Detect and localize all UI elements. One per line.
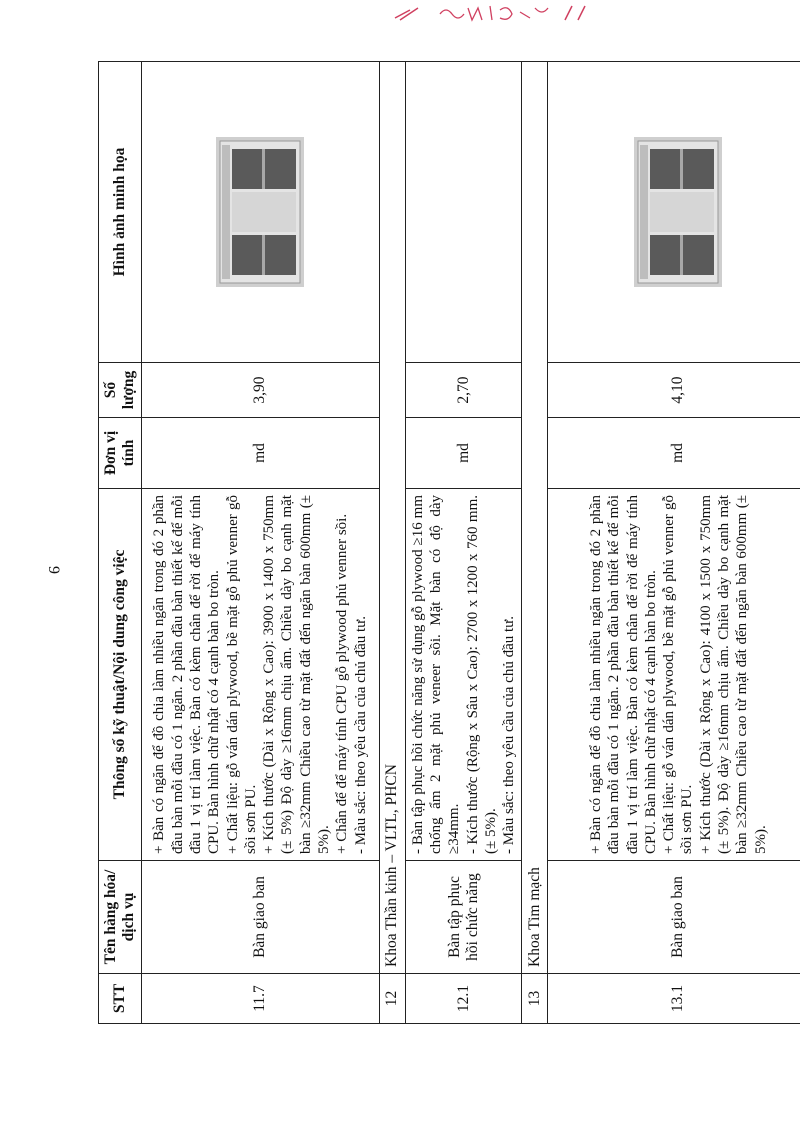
spec-line: + Bàn có ngăn để đồ chia làm nhiều ngăn trong đó 2 phần đầu bàn mỗi đầu có 1 ngăn. 2 phần đầu bàn thiết kế để mỗi đầu 1 vị trí làm việc. Bàn có kèm chân để rời để máy tính CPU. Bàn hình chữ nhật có 4 cạnh bàn bo tròn. xyxy=(151,495,223,854)
spec-line: + Kích thước (Dài x Rộng x Cao): 4100 x 1500 x 750mm (± 5%). Độ dày ≥16mm chịu ẩm. Chiều dày bo cạnh mặt bàn ≥32mm Chiều cao từ mặt đất đến ngăn bàn 600mm (± 5%). xyxy=(697,495,769,854)
spec-line: + Chất liệu: gỗ ván dán plywood, bề mặt gỗ phủ venner gỗ sồi sơn PU. xyxy=(224,495,259,854)
row-stt: 12.1 xyxy=(405,974,522,1024)
conference-table-photo xyxy=(216,137,304,287)
row-image-empty xyxy=(405,62,522,363)
row-unit: md xyxy=(141,418,379,489)
row-qty: 3,90 xyxy=(141,363,379,418)
header-name: Tên hàng hóa/ dịch vụ xyxy=(99,861,142,974)
spec-line: - Màu sắc: theo yêu cầu của chủ đầu tư. xyxy=(501,615,518,854)
header-stt: STT xyxy=(99,974,142,1024)
row-spec xyxy=(141,489,379,861)
section-stt: 12 xyxy=(379,974,405,1024)
section-row xyxy=(379,62,405,1024)
row-image xyxy=(141,62,379,363)
row-qty: 2,70 xyxy=(405,363,522,418)
section-title: Khoa Thần kinh – VLTL, PHCN xyxy=(379,62,405,974)
handwritten-marks xyxy=(380,0,640,30)
page-number: 9 xyxy=(45,566,62,574)
row-qty: 4,10 xyxy=(548,363,800,418)
row-spec xyxy=(548,489,800,861)
section-title: Khoa Tim mạch xyxy=(522,62,548,974)
table-header-row xyxy=(99,62,142,1024)
header-unit: Đơn vị tính xyxy=(99,418,142,489)
spec-line: + Bàn có ngăn để đồ chia làm nhiều ngăn trong đó 2 phần đầu bàn mỗi đầu có 1 ngăn. 2 phần đầu bàn thiết kế để mỗi đầu 1 vị trí làm việc. Bàn có kèm chân để rời để máy tính CPU. Bàn hình chữ nhật có 4 cạnh bàn bo tròn. xyxy=(587,495,659,854)
table-row xyxy=(548,62,800,1024)
row-unit: md xyxy=(548,418,800,489)
table-row xyxy=(405,62,522,1024)
spec-line: - Kích thước (Rộng x Sâu x Cao): 2700 x 1200 x 760 mm. (± 5%). xyxy=(464,495,499,854)
spec-line: + Kích thước (Dài x Rộng x Cao): 3900 x 1400 x 750mm (± 5%) Độ dày ≥16mm chịu ẩm. Chiều dày bo cạnh mặt bàn ≥32mm Chiều cao từ mặt đất đến ngăn bàn 600mm (± 5%). xyxy=(261,495,333,854)
spec-line: - Bàn tập phục hồi chức năng sử dụng gỗ plywood ≥16 mm chống ẩm 2 mặt phủ veneer sồi. Mặt bàn có độ dày ≥34mm. xyxy=(409,495,463,854)
row-image xyxy=(548,62,800,363)
section-row xyxy=(522,62,548,1024)
header-qty: Số lượng xyxy=(99,363,142,418)
row-name: Bàn giao ban xyxy=(548,861,800,974)
section-stt: 13 xyxy=(522,974,548,1024)
rotated-table-wrapper xyxy=(98,62,793,1024)
row-name: Bàn giao ban xyxy=(141,861,379,974)
header-image: Hình ảnh minh họa xyxy=(99,62,142,363)
spec-line: + Chất liệu: gỗ ván dán plywood, bề mặt gỗ phủ venner gỗ sồi sơn PU. xyxy=(661,495,696,854)
conference-table-photo xyxy=(634,137,722,287)
specification-table xyxy=(98,61,800,1024)
row-spec xyxy=(405,489,522,861)
header-spec: Thông số kỹ thuật/Nội dung công việc xyxy=(99,489,142,861)
spec-line: + Chân để để máy tính CPU gỗ plywood phủ venner sồi. xyxy=(334,513,351,854)
spec-line: - Màu sắc: theo yêu cầu của chủ đầu tư. xyxy=(352,615,369,854)
row-unit: md xyxy=(405,418,522,489)
row-stt: 11.7 xyxy=(141,974,379,1024)
row-name: Bàn tập phục hồi chức năng xyxy=(405,861,522,974)
row-stt: 13.1 xyxy=(548,974,800,1024)
table-row xyxy=(141,62,379,1024)
